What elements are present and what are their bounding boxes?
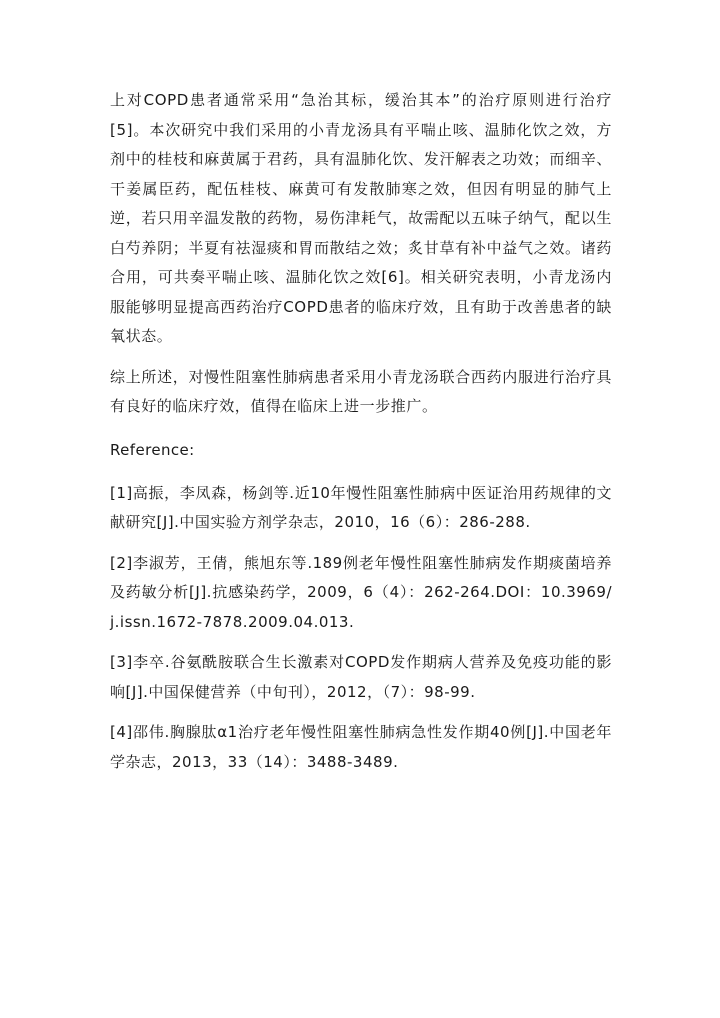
- reference-item-4: [4]邵伟.胸腺肽α1治疗老年慢性阻塞性肺病急性发作期40例[J].中国老年学杂志，2013，33（14）：3488-3489.: [110, 723, 612, 771]
- body-paragraph-2: 综上所述，对慢性阻塞性肺病患者采用小青龙汤联合西药内服进行治疗具有良好的临床疗效，值得在临床上进一步推广。: [110, 367, 612, 415]
- reference-list: [110, 479, 612, 778]
- reference-item-2: [2]李淑芳，王倩，熊旭东等.189例老年慢性阻塞性肺病发作期痰菌培养及药敏分析[J].抗感染药学，2009，6（4）：262-264.DOI：10.3969/j.issn.1672-7878.2009.04.013.: [110, 553, 612, 631]
- references-heading: Reference:: [110, 440, 195, 459]
- reference-item-3: [3]李卒.谷氨酰胺联合生长激素对COPD发作期病人营养及免疫功能的影响[J].中国保健营养（中旬刊），2012，（7）：98-99.: [110, 653, 612, 701]
- body-paragraph-1: 上对COPD患者通常采用“急治其标，缓治其本”的治疗原则进行治疗[5]。本次研究中我们采用的小青龙汤具有平喘止咳、温肺化饮之效，方剂中的桂枝和麻黄属于君药，具有温肺化饮、发汗解表之功效；而细辛、干姜属臣药，配伍桂枝、麻黄可有发散肺寒之效，但因有明显的肺气上逆，若只用辛温发散的药物，易伤津耗气，故需配以五味子纳气，配以生白芍养阴；半夏有祛湿痰和胃而散结之效；炙甘草有补中益气之效。诸药合用，可共奏平喘止咳、温肺化饮之效[6]。相关研究表明，小青龙汤内服能够明显提高西药治疗COPD患者的临床疗效，且有助于改善患者的缺氧状态。: [110, 91, 612, 345]
- document-body: [110, 86, 612, 777]
- reference-item-1: [1]高振，李凤森，杨剑等.近10年慢性阻塞性肺病中医证治用药规律的文献研究[J].中国实验方剂学杂志，2010，16（6）：286-288.: [110, 483, 612, 531]
